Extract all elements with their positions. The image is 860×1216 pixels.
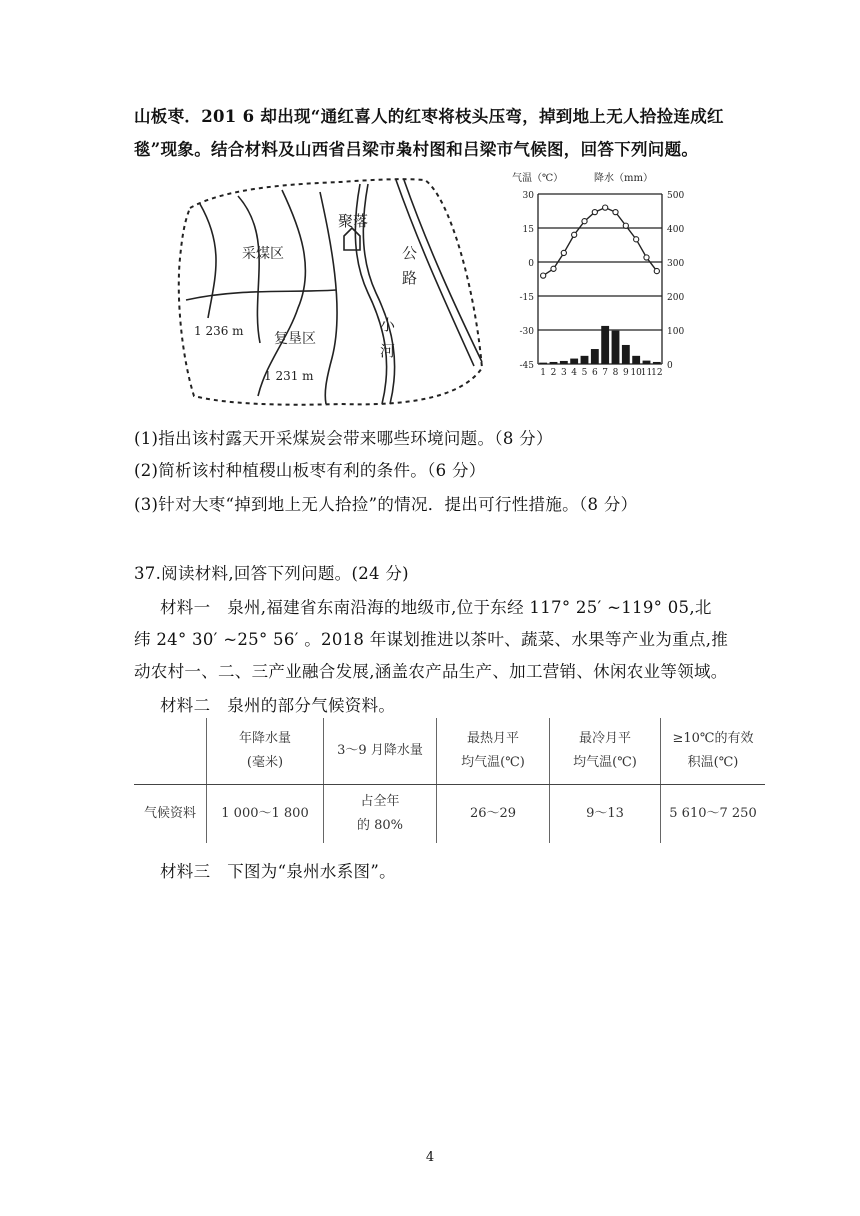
x-tick-label: 1 [540, 368, 547, 378]
temperature-point [592, 210, 597, 215]
question-2: (2)简析该村种植稷山板枣有利的条件。（6 分） [134, 461, 486, 480]
precip-bar [643, 361, 651, 364]
precip-bar [539, 363, 547, 364]
label-settlement: 聚落 [338, 212, 369, 230]
table-header-cell: ≥10℃的有效 积温(℃) [661, 718, 766, 785]
y-right-tick-label: 300 [667, 259, 685, 269]
x-tick-label: 2 [550, 368, 557, 378]
precip-bar [560, 361, 568, 364]
precip-bar [601, 326, 609, 364]
material-2-caption: 材料二 泉州的部分气候资料。 [160, 696, 396, 715]
table-row [134, 785, 765, 844]
x-tick-label: 3 [560, 368, 567, 378]
x-tick-label: 11 [640, 368, 653, 378]
label-road-2: 路 [402, 269, 418, 287]
x-tick-label: 5 [581, 368, 588, 378]
precip-bar [570, 359, 578, 364]
y-left-tick-label: -45 [519, 361, 534, 371]
question-37-heading: 37.阅读材料,回答下列问题。(24 分) [134, 564, 409, 583]
y-left-axis-title: 气温（℃） [512, 173, 564, 184]
label-contour-high: 1 236 m [194, 324, 244, 338]
contour-line-3 [258, 190, 305, 396]
y-left-tick-label: -30 [519, 327, 534, 337]
table-row-label: 气候资料 [143, 806, 196, 821]
table-header-row [134, 718, 765, 785]
label-contour-low: 1 231 m [264, 369, 314, 383]
x-tick-label: 4 [571, 368, 578, 378]
y-left-tick-label: -15 [519, 293, 534, 303]
y-right-tick-label: 500 [667, 191, 685, 201]
temperature-point [582, 219, 587, 224]
table-header-cell [134, 718, 207, 785]
precip-bar [632, 356, 640, 364]
paragraph-line-2: 毯”现象。结合材料及山西省吕梁市枭村图和吕梁市气候图，回答下列问题。 [134, 140, 699, 159]
precip-bar [550, 362, 558, 364]
temperature-point [561, 250, 566, 255]
table-cell: 5 610～7 250 [661, 785, 766, 844]
temperature-point [541, 273, 546, 278]
table-cell: 占全年 的 80% [324, 785, 437, 844]
material-1-line-3: 动农村一、二、三产业融合发展,涵盖农产品生产、加工营销、休闲农业等领域。 [134, 662, 728, 681]
material-1-line-1: 材料一 泉州,福建省东南沿海的地级市,位于东经 117° 25′ ~119° 05,北 [160, 598, 712, 617]
y-right-tick-label: 100 [667, 327, 685, 337]
x-tick-label: 8 [612, 368, 619, 378]
label-road-1: 公 [402, 244, 418, 262]
precip-bar [612, 331, 620, 364]
precip-bar [622, 345, 630, 364]
label-reclaimed-area: 复垦区 [274, 331, 316, 347]
temperature-line [543, 208, 657, 276]
temperature-point [603, 205, 608, 210]
table-header-cell: 最冷月平 均气温(℃) [550, 718, 661, 785]
x-tick-label: 7 [602, 368, 609, 378]
table-cell: 9～13 [550, 785, 661, 844]
material-1-line-2: 纬 24° 30′ ~25° 56′ 。2018 年谋划推进以茶叶、蔬菜、水果等产业为重点,推 [134, 630, 729, 649]
table-header-cell: 3～9 月降水量 [324, 718, 437, 785]
y-right-tick-label: 0 [667, 361, 673, 371]
chart-plot-area [520, 191, 685, 378]
x-tick-label: 9 [622, 368, 629, 378]
x-tick-label: 12 [651, 368, 663, 378]
table-cell: 1 000～1 800 [207, 785, 324, 844]
question-1: (1)指出该村露天开采煤炭会带来哪些环境问题。（8 分） [134, 429, 553, 448]
x-tick-label: 10 [630, 368, 642, 378]
label-mining-area: 采煤区 [242, 246, 284, 262]
table-header-cell: 年降水量 (毫米) [207, 718, 324, 785]
page-number: 4 [425, 1150, 435, 1165]
temperature-point [572, 232, 577, 237]
label-river-2: 河 [380, 342, 396, 360]
mining-boundary [186, 290, 336, 300]
temperature-point [654, 268, 659, 273]
temperature-point [613, 210, 618, 215]
temperature-point [551, 266, 556, 271]
precip-bar [653, 362, 661, 364]
climate-table [134, 718, 765, 843]
paragraph-line-1: 山板枣．201 6 却出现“通红喜人的红枣将枝头压弯，掉到地上无人拾捡连成红 [134, 107, 724, 126]
y-left-tick-label: 15 [522, 225, 534, 235]
village-boundary [179, 179, 482, 405]
question-3: (3)针对大枣“掉到地上无人拾捡”的情况．提出可行性措施。（8 分） [134, 495, 638, 514]
y-right-tick-label: 400 [667, 225, 685, 235]
settlement-icon [344, 228, 360, 250]
y-left-tick-label: 30 [522, 191, 534, 201]
village-map [170, 168, 490, 413]
contour-line-4 [320, 192, 337, 404]
y-right-axis-title: 降水（mm） [594, 173, 653, 184]
table-cell: 26～29 [437, 785, 550, 844]
y-left-tick-label: 0 [528, 259, 534, 269]
temperature-point [634, 237, 639, 242]
temperature-point [644, 255, 649, 260]
climate-chart [508, 168, 698, 383]
x-tick-label: 6 [591, 368, 598, 378]
y-right-tick-label: 200 [667, 293, 685, 303]
contour-line-2 [238, 196, 260, 343]
label-river-1: 小 [380, 316, 396, 334]
table-header-cell: 最热月平 均气温(℃) [437, 718, 550, 785]
contour-line-1 [200, 204, 216, 318]
precip-bar [591, 349, 599, 364]
material-3-caption: 材料三 下图为“泉州水系图”。 [160, 862, 396, 881]
temperature-point [623, 223, 628, 228]
precip-bar [581, 356, 589, 364]
